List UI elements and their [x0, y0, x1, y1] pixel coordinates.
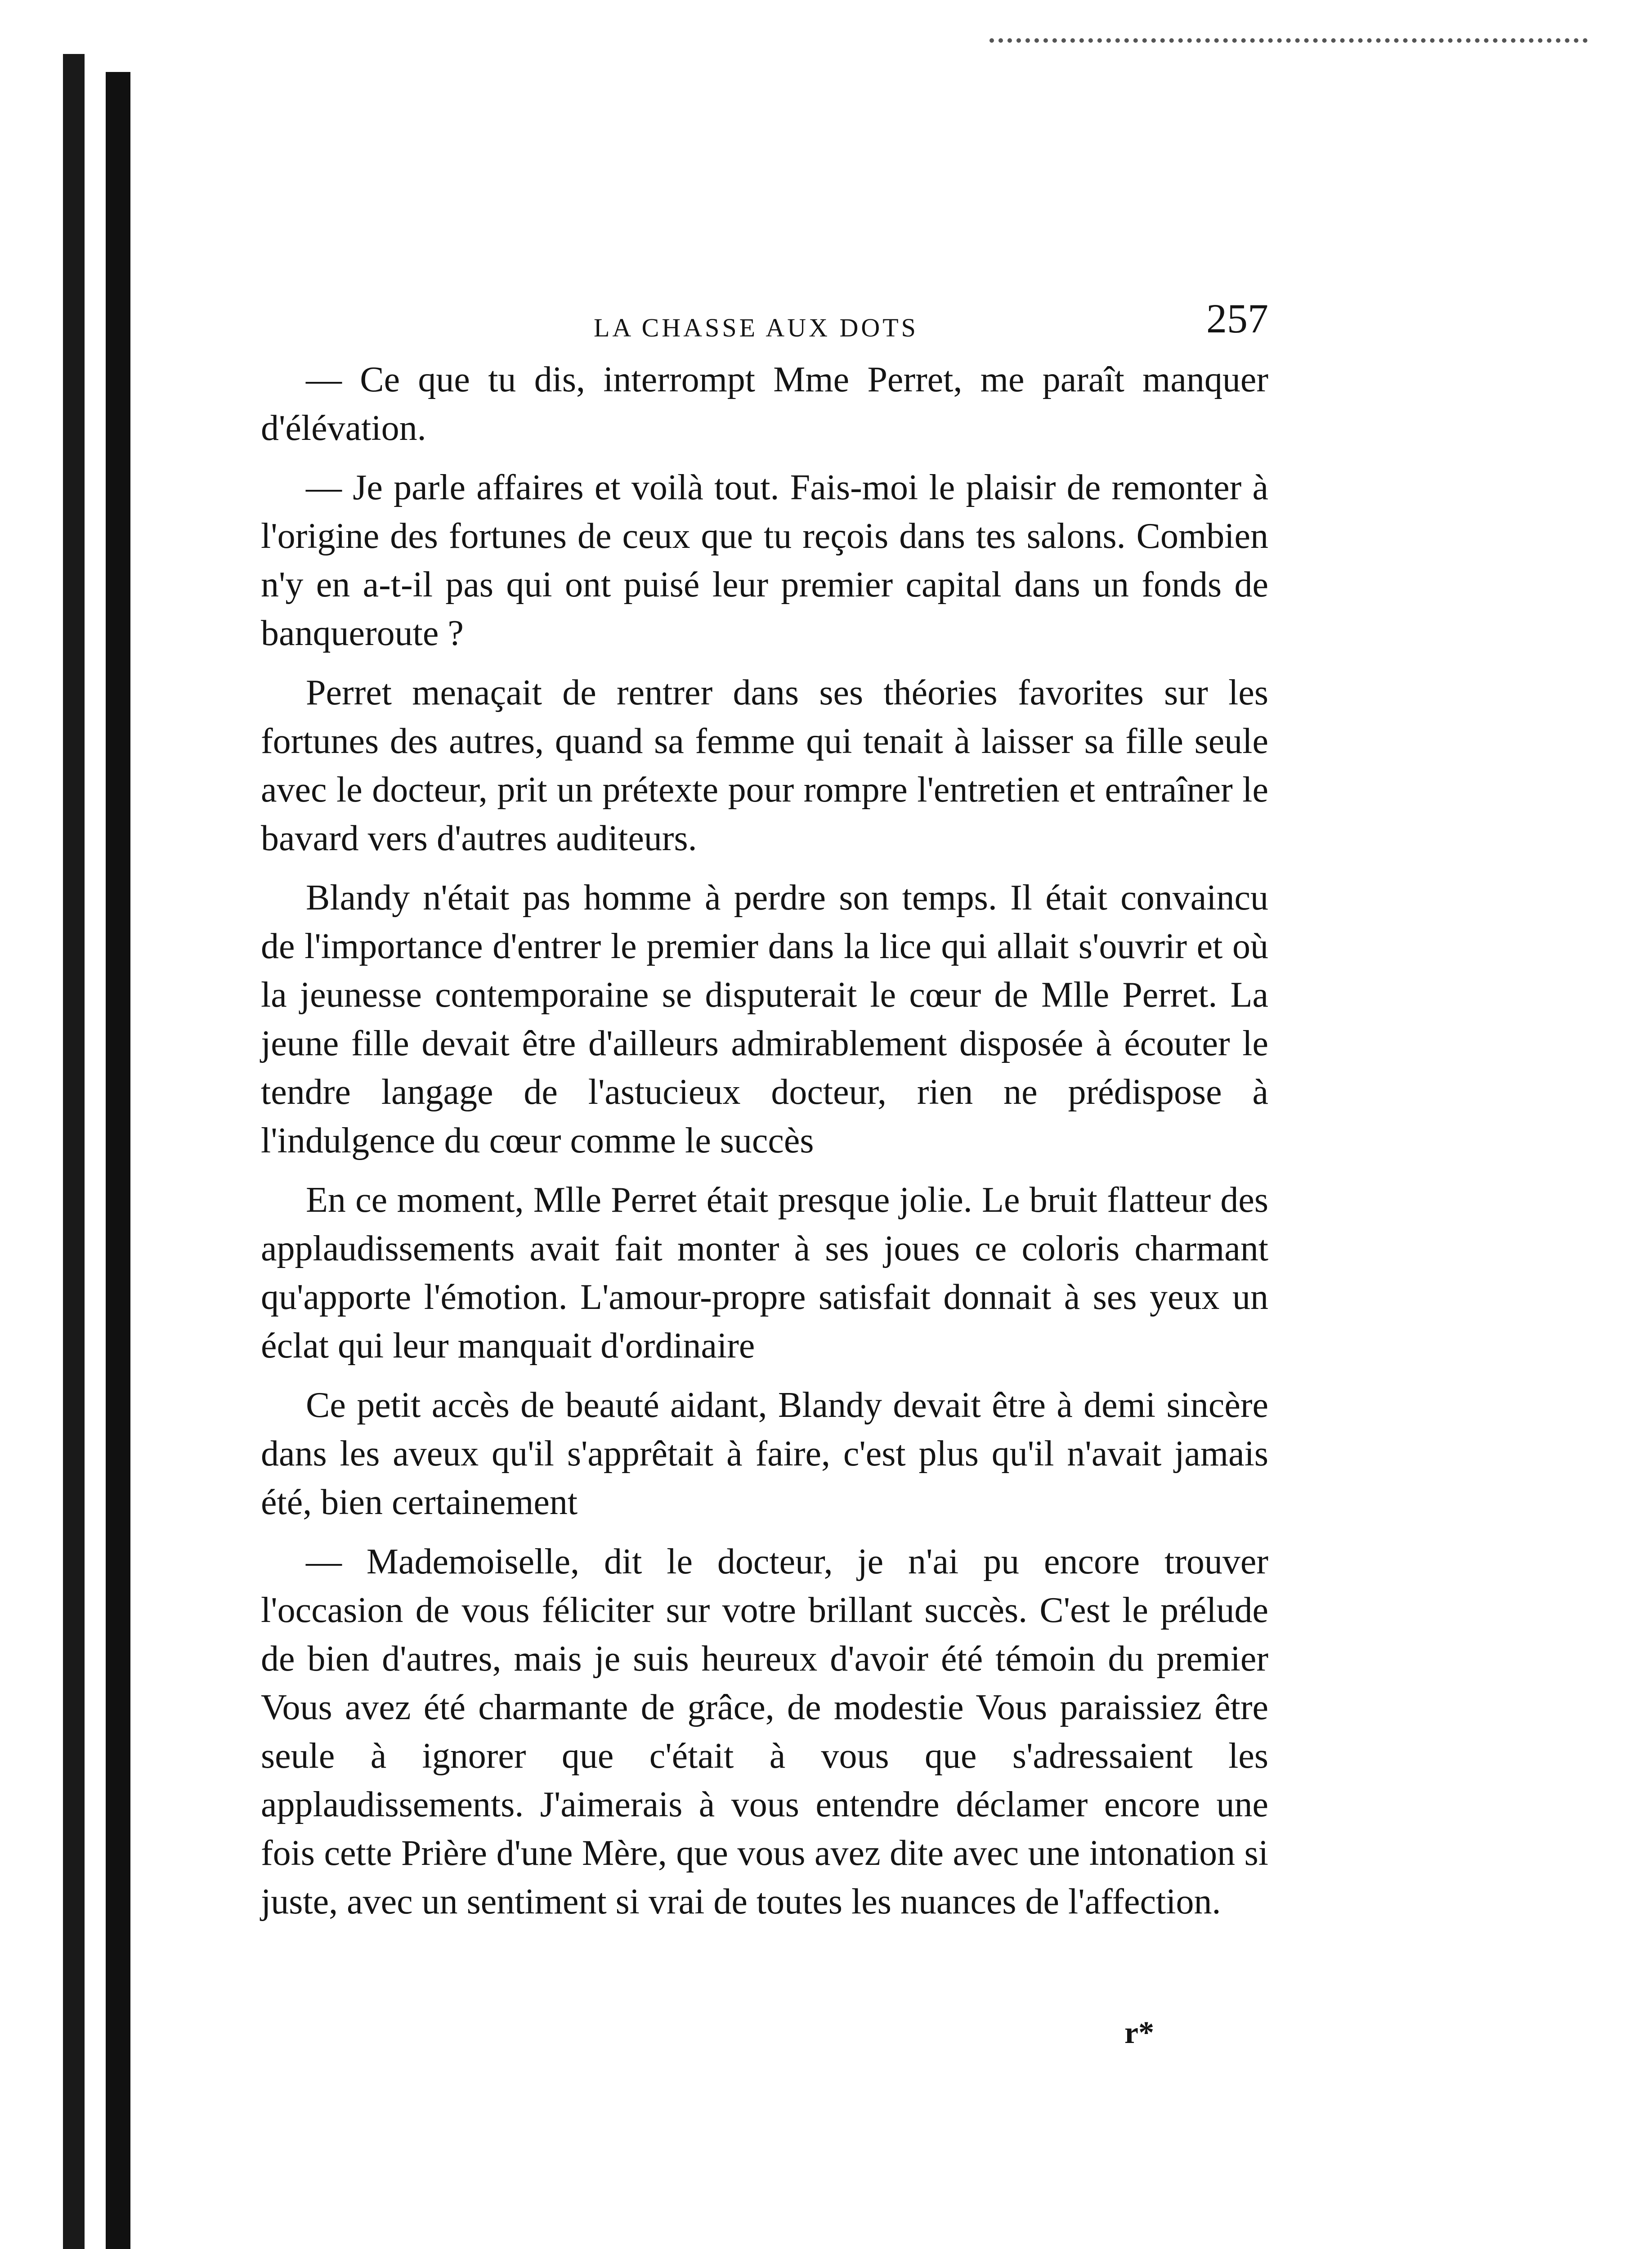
spine-bar-left	[63, 54, 85, 2249]
signature-mark: r*	[1124, 2016, 1155, 2050]
paragraph-6: Ce petit accès de beauté aidant, Blandy devait être à demi sincère dans les aveux qu'il s'apprêtait à faire, c'est plus qu'il n'avait jamais été, bien certainement	[261, 1385, 1268, 1522]
running-title: LA CHASSE AUX DOTS	[594, 313, 918, 342]
book-spine-edge	[63, 54, 130, 2249]
paragraph-4: Blandy n'était pas homme à perdre son temps. Il était convaincu de l'importance d'entrer le premier dans la lice qui allait s'ouvrir et où la jeunesse contemporaine se disputerait le cœur de Mlle Perret. La jeune fille devait être d'ailleurs admirablement disposée à écouter le tendre langage de l'astucieux docteur, rien ne prédispose à l'indulgence du cœur comme le succès	[261, 878, 1268, 1160]
top-edge-rule	[989, 38, 1588, 43]
page-header	[261, 295, 1268, 349]
body-text	[261, 355, 1268, 1937]
page-number: 257	[1206, 296, 1268, 341]
paragraph-2: — Je parle affaires et voilà tout. Fais-moi le plaisir de remonter à l'origine des fortunes de ceux que tu reçois dans tes salons. Combien n'y en a-t-il pas qui ont puisé leur premier capital dans un fonds de banqueroute ?	[261, 468, 1268, 653]
paragraph-5: En ce moment, Mlle Perret était presque jolie. Le bruit flatteur des applaudissements avait fait monter à ses joues ce coloris charmant qu'apporte l'émotion. L'amour-propre satisfait donnait à ses yeux un éclat qui leur manquait d'ordinaire	[261, 1180, 1268, 1366]
paragraph-3: Perret menaçait de rentrer dans ses théories favorites sur les fortunes des autres, quand sa femme qui tenait à laisser sa fille seule avec le docteur, prit un prétexte pour rompre l'entretien et entraîner le bavard vers d'autres auditeurs.	[261, 673, 1268, 858]
paragraph-7: — Mademoiselle, dit le docteur, je n'ai pu encore trouver l'occasion de vous féliciter sur votre brillant succès. C'est le prélude de bien d'autres, mais je suis heureux d'avoir été témoin du premier Vous avez été charmante de grâce, de modestie Vous paraissiez être seule à ignorer que c'était à vous que s'adressaient les applaudissements. J'aimerais à vous entendre déclamer encore une fois cette Prière d'une Mère, que vous avez dite avec une intonation si juste, avec un sentiment si vrai de toutes les nuances de l'affection.	[261, 1542, 1268, 1922]
paragraph-1: — Ce que tu dis, interrompt Mme Perret, me paraît manquer d'élévation.	[261, 360, 1268, 448]
spine-bar-right	[106, 72, 130, 2249]
